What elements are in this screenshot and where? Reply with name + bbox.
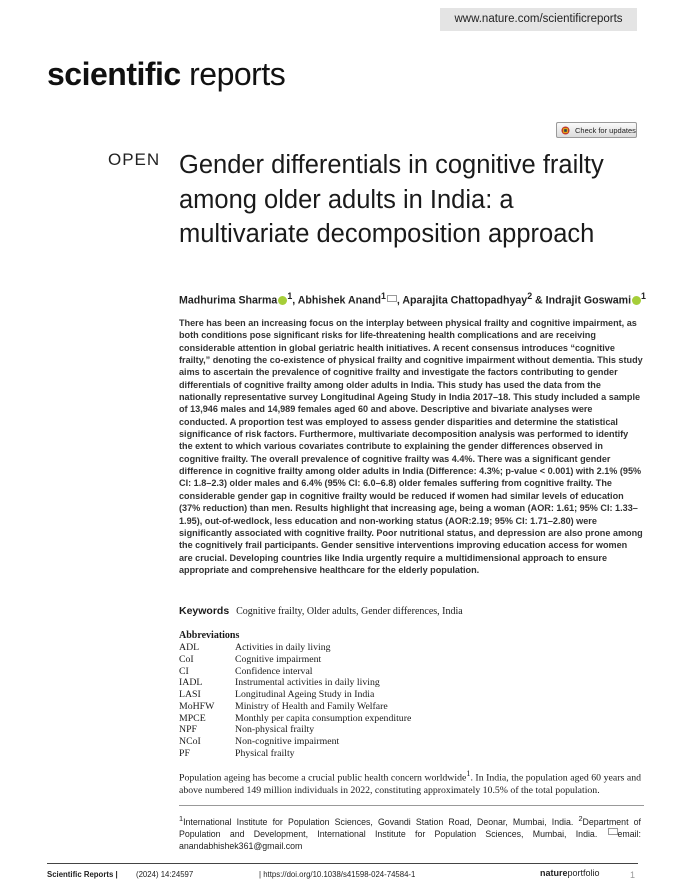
portfolio-bold: nature	[540, 868, 568, 878]
author-affil-sup: 1	[641, 291, 646, 301]
check-for-updates-label: Check for updates	[575, 126, 636, 135]
abbreviation-row	[179, 689, 411, 701]
abbreviation-row	[179, 724, 411, 736]
abbreviation-full: Confidence interval	[235, 665, 313, 677]
footer-divider	[47, 863, 638, 864]
nature-portfolio-logo	[540, 868, 600, 878]
author-affil-sup: 2	[527, 291, 533, 301]
journal-url[interactable]: www.nature.com/scientificreports	[440, 8, 637, 31]
check-for-updates-button[interactable]	[556, 122, 637, 138]
author-name[interactable]: Madhurima Sharma	[179, 294, 278, 307]
orcid-icon[interactable]	[632, 296, 641, 305]
affiliation-divider	[179, 805, 644, 806]
abbreviation-row	[179, 654, 411, 666]
orcid-icon[interactable]	[278, 296, 287, 305]
author-affil-sup: 1	[380, 291, 386, 301]
brand-bold: scientific	[47, 56, 181, 92]
abbreviation-code: IADL	[179, 677, 203, 689]
footer-citation: (2024) 14:24597	[136, 870, 194, 879]
abbreviation-code: CoI	[179, 653, 194, 665]
author-name[interactable]: Aparajita Chattopadhyay	[402, 294, 528, 307]
abbreviation-code: LASI	[179, 689, 201, 700]
abbreviation-row	[179, 677, 411, 689]
email-icon	[608, 828, 618, 835]
brand-light: reports	[189, 56, 286, 92]
crossmark-icon	[561, 126, 570, 135]
open-access-label: OPEN	[108, 150, 161, 169]
affiliations	[179, 813, 641, 852]
abbreviations-list	[179, 642, 411, 760]
abbreviation-full: Activities in daily living	[235, 642, 331, 653]
abbreviation-row	[179, 713, 411, 725]
keywords-text: Cognitive frailty, Older adults, Gender differences, India	[236, 606, 463, 617]
abbreviation-code: MPCE	[179, 712, 206, 724]
footer-doi[interactable]: | https://doi.org/10.1038/s41598-024-74584-1	[259, 870, 416, 879]
author-separator: ,	[396, 294, 403, 307]
abbreviation-full: Non-cognitive impairment	[235, 736, 340, 747]
abbreviation-full: Instrumental activities in daily living	[235, 677, 380, 689]
abbreviation-full: Ministry of Health and Family Welfare	[235, 700, 388, 712]
keywords-label: Keywords	[179, 605, 230, 617]
portfolio-light: portfolio	[567, 868, 600, 878]
article-title: Gender differentials in cognitive frailty among older adults in India: a multivariate decomposition approach	[179, 151, 604, 248]
abstract: There has been an increasing focus on the interplay between physical frailty and cognitive impairment, as both conditions pose significant risks for life-threatening health complications and are receiving considerable attention in global geriatric health initiatives. A recent consensus introduces “cognitive frailty,” denoting the co-existence of physical frailty and cognitive impairment without dementia. This study aims to ascertain the prevalence of cognitive frailty and investigate the factors contributing to gender differentials of cognitive frailty among older adults in India. This study has used the data from the nationally representative survey Longitudinal Ageing Study in India 2017–18. This study included a sample of 13,946 males and 14,989 females aged 60 and above. Descriptive and bivariate analyses were conducted. A proportion test was employed to assess gender disparities and determine the statistical significance of risk factors. Furthermore, multivariate decomposition analysis was performed to identify the extent to which various covariates contribute to explaining the gender differences observed in cognitive frailty. The overall prevalence of cognitive frailty was 4.4%. There was a significant gender difference in cognitive frailty among older adults in India (Difference: 4.3%; p-value < 0.001) with 2.1% (95% CI: 1.8–2.3) older males and 6.4% (95% CI: 6.0–6.8) older females suffering from cognitive frailty. The considerable gender gap in cognitive frailty would be reduced if women had similar levels of education (37% reduction) than men. Results highlight that increasing age, being a woman (AOR: 1.61; 95% CI: 1.33–1.95), out-of-wedlock, less education and non-working status (AOR:2.19; 95% CI: 1.71–2.80) were significantly associated with cognitive frailty. Poor nutritional status, and depression are also prone among the cognitively frail participants. Gender sensitive interventions improving education access for women are crucial. Developing countries like India urgently require a multidimensional approach to ensure appropriate and comprehensive healthcare for the elderly population.	[179, 318, 643, 575]
abbreviation-full: Longitudinal Ageing Study in India	[235, 689, 375, 700]
abbreviation-code: MoHFW	[179, 700, 215, 712]
abbreviation-full: Cognitive impairment	[235, 653, 322, 665]
introduction-paragraph	[179, 767, 641, 797]
abbreviations-title: Abbreviations	[179, 630, 240, 641]
intro-text: . In India, the population aged 60 years and above numbered 149 million individuals in 2022, constituting approximately 10.5% of the total population.	[179, 772, 641, 797]
author-name[interactable]: Abhishek Anand	[297, 294, 381, 307]
abbreviation-full: Non-physical frailty	[235, 724, 315, 736]
abbreviation-row	[179, 642, 411, 654]
footer-journal: Scientific Reports |	[47, 870, 118, 879]
abbreviation-row	[179, 666, 411, 678]
affil-sup: 2	[578, 814, 583, 823]
author-name[interactable]: Indrajit Goswami	[545, 294, 632, 307]
email-icon[interactable]	[387, 295, 397, 302]
affiliation-1: International Institute for Population Sciences, Govandi Station Road, Deonar, Mumbai, India.	[183, 816, 574, 827]
abbreviation-code: NCoI	[179, 736, 201, 747]
author-separator: &	[532, 294, 546, 307]
email-label: email:	[617, 828, 641, 839]
author-affil-sup: 1	[287, 291, 293, 301]
affil-sup: 1	[179, 814, 184, 823]
journal-brand-logo	[47, 56, 285, 93]
keywords	[179, 605, 463, 617]
abbreviation-code: ADL	[179, 642, 200, 653]
abbreviation-code: PF	[179, 747, 190, 759]
email-link[interactable]: anandabhishek361@gmail.com	[179, 840, 303, 851]
abbreviation-full: Monthly per capita consumption expenditure	[235, 712, 412, 724]
page-number: 1	[630, 870, 636, 880]
author-separator: ,	[292, 294, 298, 307]
abbreviation-code: CI	[179, 665, 189, 677]
abbreviation-code: NPF	[179, 724, 197, 736]
intro-text: Population ageing has become a crucial public health concern worldwide	[179, 772, 467, 784]
abbreviation-row	[179, 736, 411, 748]
author-list	[179, 291, 649, 307]
abbreviation-full: Physical frailty	[235, 747, 295, 759]
reference-sup[interactable]: 1	[466, 769, 471, 778]
affiliation-2: Department of Population and Development, International Institute for Population Sciences, Mumbai, India.	[179, 816, 641, 839]
abbreviation-row	[179, 701, 411, 713]
abbreviation-row	[179, 748, 411, 760]
